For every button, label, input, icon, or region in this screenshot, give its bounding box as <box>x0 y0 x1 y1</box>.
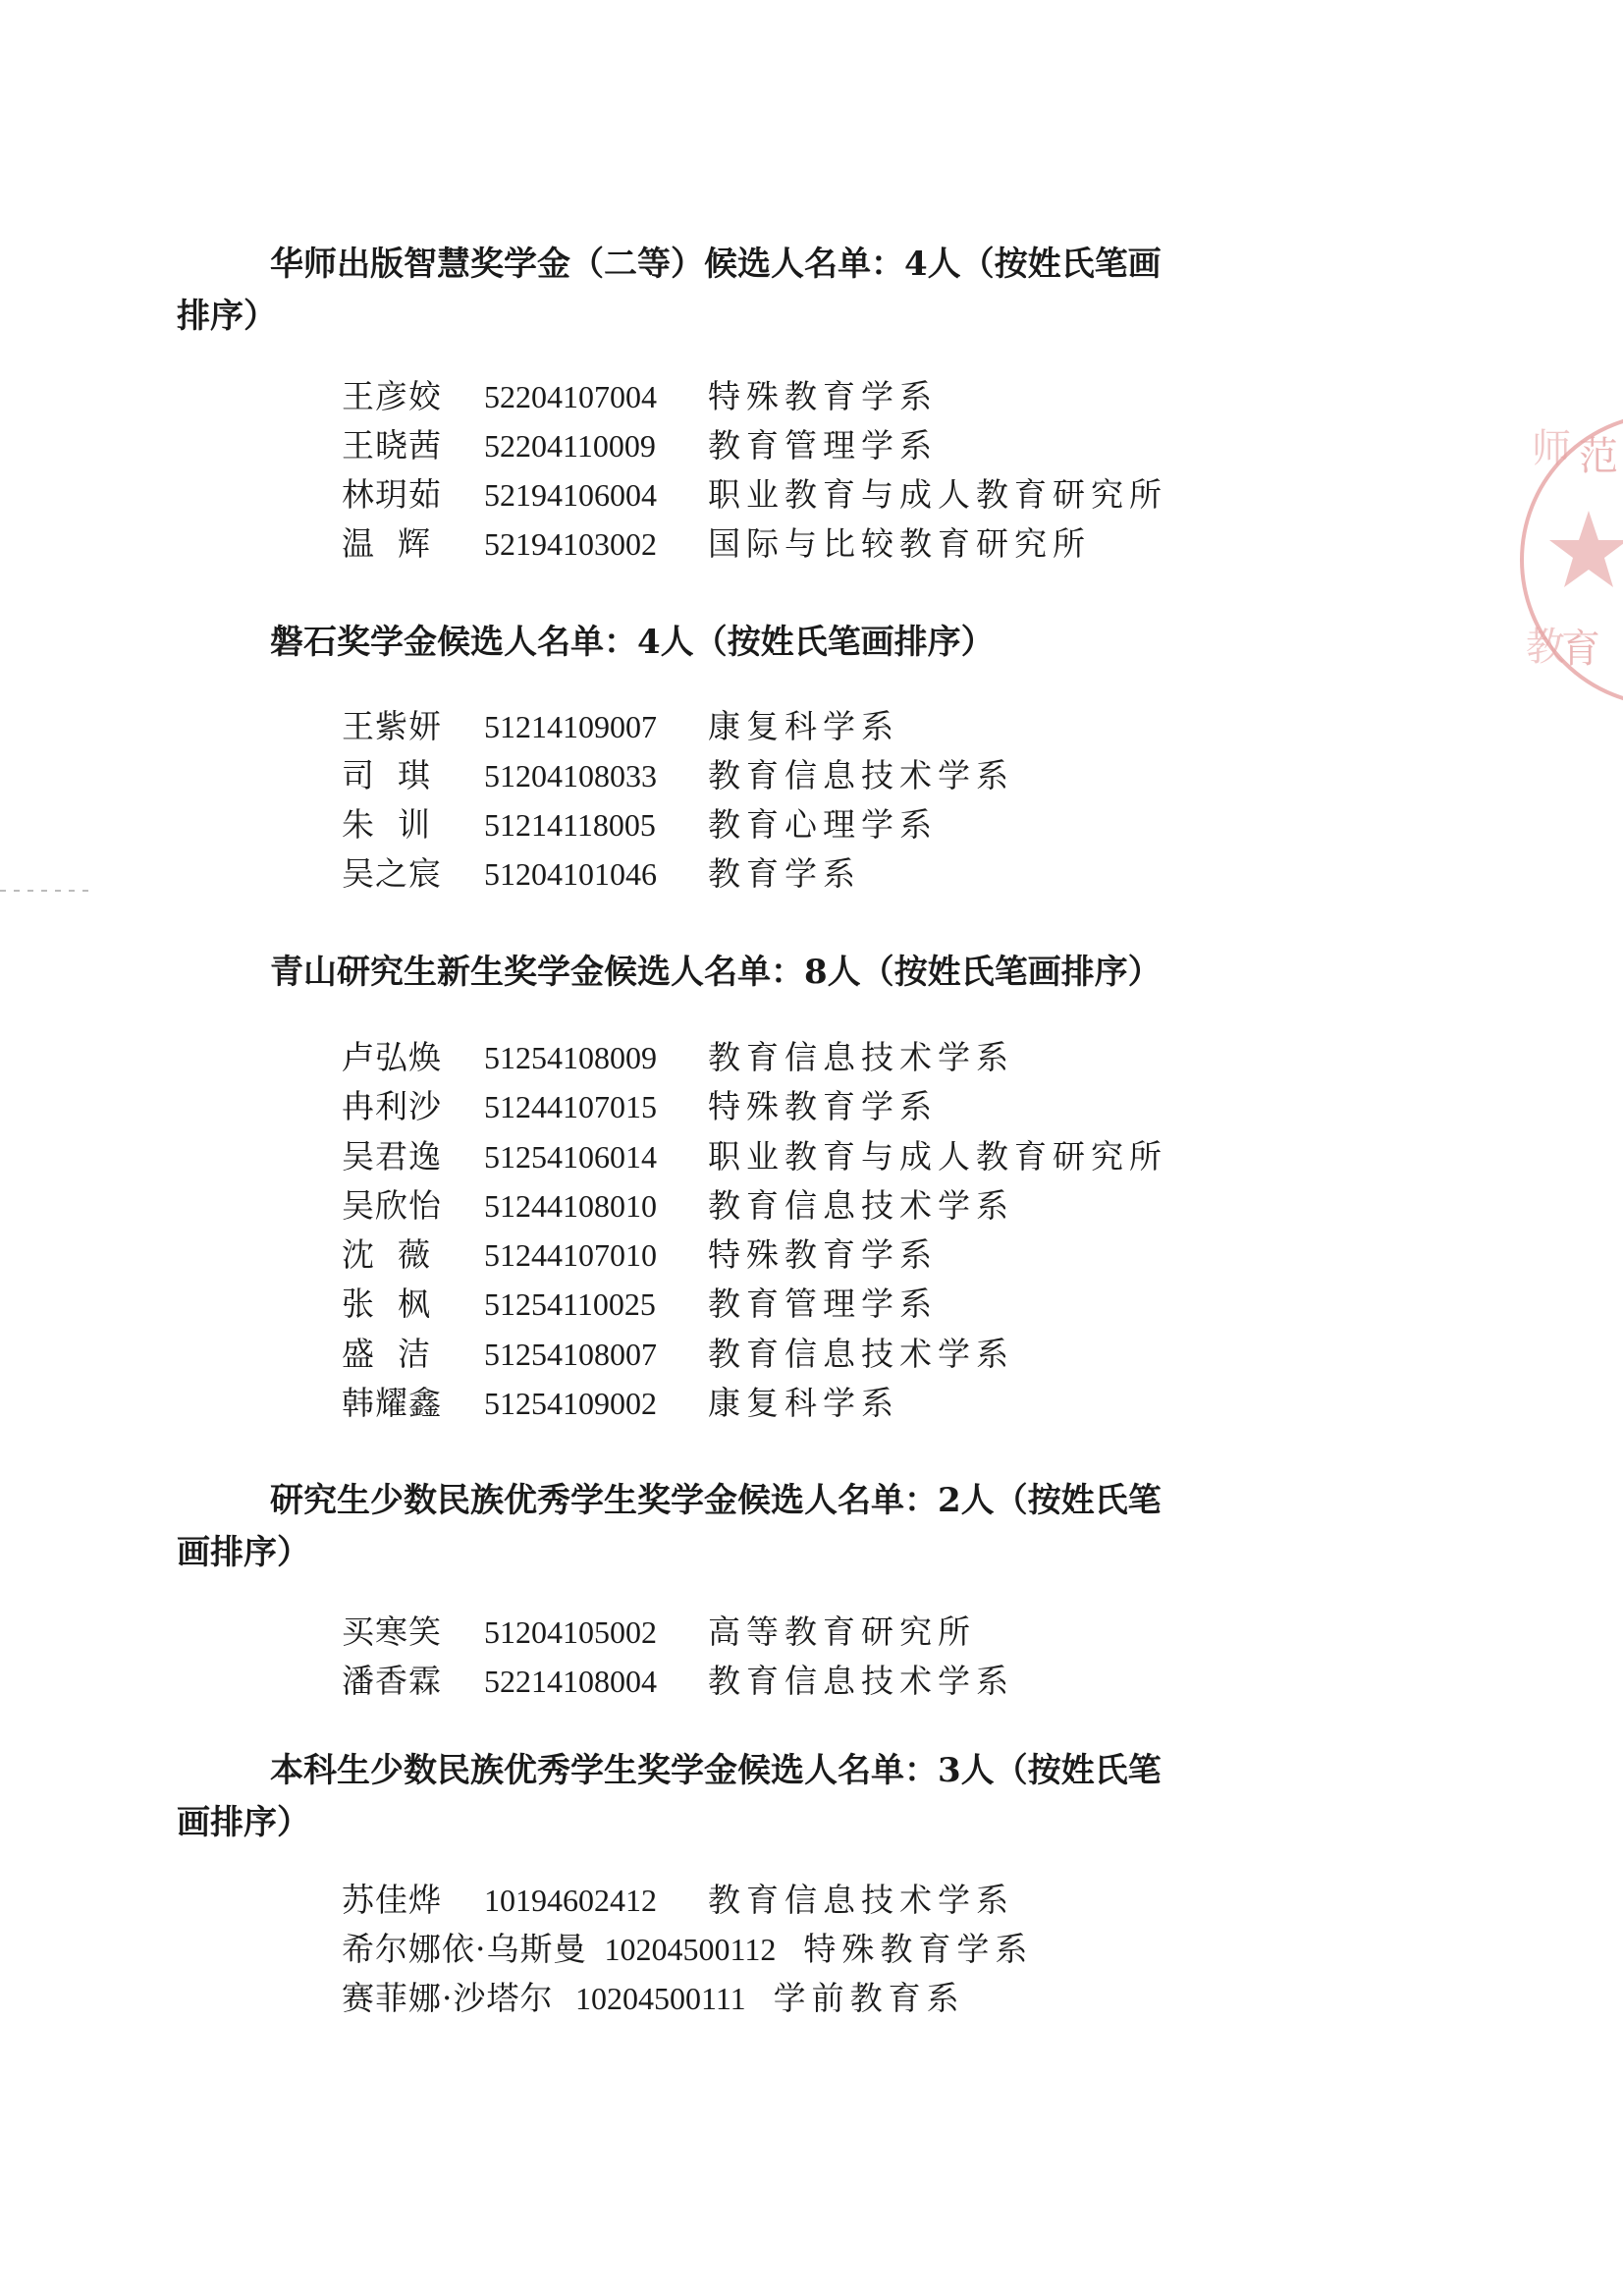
candidate-row <box>342 519 1091 565</box>
section-title-grad-minority <box>177 1475 1321 1579</box>
department: 特殊教育学系 <box>708 377 938 415</box>
student-id: 10194602412 <box>484 1883 657 1918</box>
candidate-row <box>342 1180 1014 1227</box>
student-id: 52194106004 <box>484 477 657 513</box>
candidate-name: 冉利沙 <box>342 1087 442 1125</box>
department: 高等教育研究所 <box>708 1613 976 1651</box>
department: 职业教育与成人教育研究所 <box>708 475 1167 514</box>
student-id: 52204107004 <box>484 379 657 414</box>
candidate-row <box>342 701 899 747</box>
department: 教育管理学系 <box>708 1285 938 1323</box>
candidate-name: 王晓茜 <box>342 426 442 465</box>
svg-text:育: 育 <box>1561 627 1600 672</box>
svg-text:教: 教 <box>1526 625 1565 670</box>
section-title-continuation: 画排序） <box>177 1803 310 1842</box>
candidate-name: 买寒笑 <box>342 1613 442 1651</box>
candidate-row <box>342 1973 965 2019</box>
student-id: 51214118005 <box>484 807 656 843</box>
candidate-name: 张 枫 <box>342 1285 431 1323</box>
candidate-name: 林玥茹 <box>342 475 442 514</box>
candidate-row <box>342 1607 976 1653</box>
department: 教育信息技术学系 <box>708 1038 1014 1076</box>
section-title-continuation: 画排序） <box>177 1533 310 1572</box>
candidate-name: 吴之宸 <box>342 854 442 893</box>
student-id: 51244108010 <box>484 1188 657 1224</box>
candidate-row <box>342 1924 1033 1970</box>
student-id: 51244107010 <box>484 1237 657 1273</box>
student-id: 51214109007 <box>484 709 657 744</box>
section-title-continuation: 排序） <box>177 297 277 336</box>
department: 康复科学系 <box>708 1384 899 1422</box>
student-id: 51204108033 <box>484 758 657 793</box>
department: 特殊教育学系 <box>708 1235 938 1274</box>
candidate-row <box>342 1875 1014 1921</box>
candidate-row <box>342 469 1167 516</box>
candidate-row <box>342 750 1014 796</box>
department: 教育信息技术学系 <box>708 756 1014 794</box>
department: 职业教育与成人教育研究所 <box>708 1137 1167 1175</box>
student-id: 51244107015 <box>484 1089 657 1124</box>
student-id: 51254106014 <box>484 1139 657 1175</box>
department: 教育信息技术学系 <box>708 1881 1014 1919</box>
candidate-row <box>342 371 938 417</box>
student-id: 51204105002 <box>484 1614 657 1650</box>
section-title-text: 华师出版智慧奖学金（二等）候选人名单：4人（按姓氏笔画 <box>270 245 1162 284</box>
section-title-panshi <box>270 617 1321 669</box>
candidate-row <box>342 1131 1167 1177</box>
candidate-name: 吴欣怡 <box>342 1186 442 1225</box>
section-title-text: 本科生少数民族优秀学生奖学金候选人名单：3人（按姓氏笔 <box>270 1751 1162 1790</box>
department: 康复科学系 <box>708 707 899 745</box>
candidate-row <box>342 848 861 895</box>
department: 学前教育系 <box>773 1979 965 2017</box>
candidate-name: 苏佳烨 <box>342 1881 442 1919</box>
section-title-undergrad-minority <box>177 1745 1321 1849</box>
department: 国际与比较教育研究所 <box>708 524 1091 563</box>
department: 教育信息技术学系 <box>708 1662 1014 1700</box>
section-title-qingshan <box>270 947 1321 999</box>
candidate-name: 司 琪 <box>342 756 431 794</box>
section-title-text: 青山研究生新生奖学金候选人名单：8人（按姓氏笔画排序） <box>270 953 1162 992</box>
student-id: 51254108007 <box>484 1337 657 1372</box>
candidate-name: 朱 训 <box>342 805 431 844</box>
student-id: 52194103002 <box>484 526 657 562</box>
department: 教育心理学系 <box>708 805 938 844</box>
candidate-name: 盛 洁 <box>342 1335 431 1373</box>
student-id: 51204101046 <box>484 856 657 892</box>
candidate-name: 王彦姣 <box>342 377 442 415</box>
student-id: 10204500111 <box>575 1981 746 2016</box>
candidate-row <box>342 1378 899 1424</box>
svg-text:师: 师 <box>1532 426 1571 471</box>
candidate-name: 赛菲娜·沙塔尔 <box>342 1979 554 2017</box>
candidate-row <box>342 1329 1014 1375</box>
section-title-text: 研究生少数民族优秀学生奖学金候选人名单：2人（按姓氏笔 <box>270 1481 1162 1520</box>
official-seal-star-icon <box>1520 403 1623 717</box>
candidate-row <box>342 1279 938 1325</box>
scan-edge-mark <box>0 890 88 892</box>
student-id: 51254108009 <box>484 1040 657 1075</box>
official-seal <box>1520 403 1623 717</box>
candidate-name: 沈 薇 <box>342 1235 431 1274</box>
candidate-name: 卢弘焕 <box>342 1038 442 1076</box>
department: 教育信息技术学系 <box>708 1186 1014 1225</box>
student-id: 51254109002 <box>484 1386 657 1421</box>
seal-text: 范 <box>1579 434 1618 479</box>
student-id: 52214108004 <box>484 1664 657 1699</box>
candidate-row <box>342 1656 1014 1702</box>
candidate-name: 吴君逸 <box>342 1137 442 1175</box>
student-id: 51254110025 <box>484 1286 656 1322</box>
candidate-row <box>342 799 938 846</box>
candidate-name: 韩耀鑫 <box>342 1384 442 1422</box>
candidate-row <box>342 1032 1014 1078</box>
department: 教育学系 <box>708 854 861 893</box>
department: 特殊教育学系 <box>708 1087 938 1125</box>
candidate-row <box>342 420 938 466</box>
section-title-huashi <box>177 239 1321 343</box>
student-id: 52204110009 <box>484 428 656 464</box>
department: 教育管理学系 <box>708 426 938 465</box>
student-id: 10204500112 <box>604 1932 777 1967</box>
candidate-row <box>342 1230 938 1276</box>
department: 教育信息技术学系 <box>708 1335 1014 1373</box>
candidate-name: 温 辉 <box>342 524 431 563</box>
candidate-row <box>342 1081 938 1127</box>
department: 特殊教育学系 <box>803 1930 1034 1968</box>
candidate-name: 希尔娜依·乌斯曼 <box>342 1930 587 1968</box>
section-title-text: 磐石奖学金候选人名单：4人（按姓氏笔画排序） <box>270 623 995 662</box>
candidate-name: 潘香霖 <box>342 1662 442 1700</box>
candidate-name: 王紫妍 <box>342 707 442 745</box>
